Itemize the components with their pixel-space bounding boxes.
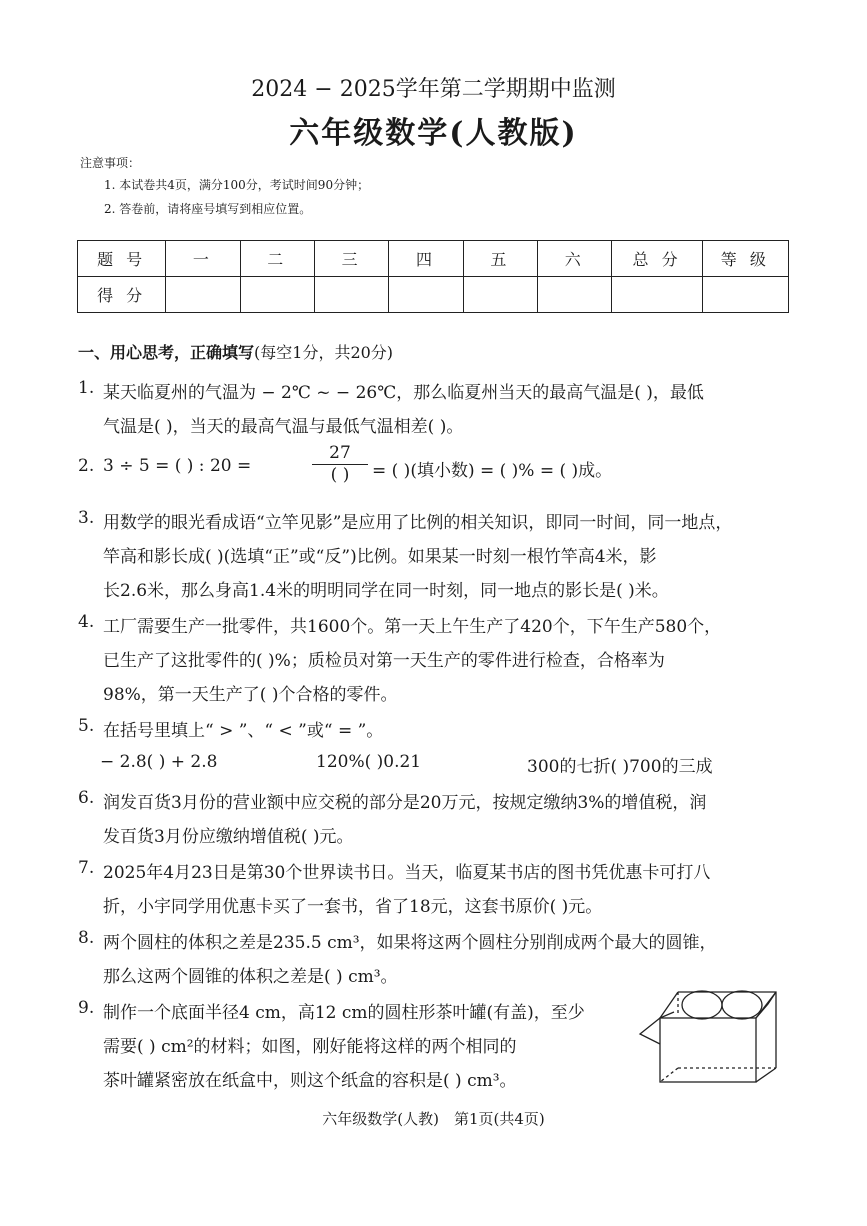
- question-5-compare-2: 120%( )0.21: [316, 752, 422, 772]
- question-3-line: 用数学的眼光看成语“立竿见影”是应用了比例的相关知识，即同一时间，同一地点，: [103, 513, 733, 533]
- score-cell-header: 六: [538, 241, 612, 277]
- question-7-line: 2025年4月23日是第30个世界读书日。当天，临夏某书店的图书凭优惠卡可打八: [103, 863, 711, 883]
- exam-term-title: 2024 − 2025学年第二学期期中监测: [251, 77, 616, 102]
- question-5-line: 在括号里填上“ > ”、“ < ”或“ = ”。: [103, 721, 384, 741]
- question-4-line: 已生产了这批零件的( )%；质检员对第一天生产的零件进行检查，合格率为: [103, 651, 665, 671]
- question-number: 2.: [78, 456, 95, 476]
- question-number: 3.: [78, 508, 95, 528]
- section-1-title: 一、用心思考，正确填写: [78, 343, 255, 362]
- section-1-subtitle: (每空1分，共20分): [254, 343, 394, 362]
- question-5-compare-3: 300的七折( )700的三成: [527, 757, 713, 777]
- question-5-compare-1: − 2.8( ) + 2.8: [100, 752, 218, 772]
- question-9-line: 需要( ) cm²的材料；如图，刚好能将这样的两个相同的: [103, 1037, 517, 1057]
- question-2-part-b: = ( )(填小数) = ( )% = ( )成。: [372, 461, 613, 481]
- score-cell-empty[interactable]: [314, 277, 388, 313]
- score-cell-empty[interactable]: [702, 277, 788, 313]
- score-row-label: 得 分: [78, 277, 166, 313]
- question-1-line: 某天临夏州的气温为 − 2℃ ~ − 26℃，那么临夏州当天的最高气温是( )，最低: [103, 383, 704, 403]
- score-cell-empty[interactable]: [240, 277, 314, 313]
- score-table-header-row: [78, 241, 789, 277]
- score-table-score-row: [78, 277, 789, 313]
- score-cell-header: 四: [389, 241, 463, 277]
- question-3-line: 竿高和影长成( )(选填“正”或“反”)比例。如果某一时刻一根竹竿高4米，影: [103, 547, 657, 567]
- score-cell-header: 等 级: [702, 241, 788, 277]
- question-8-line: 两个圆柱的体积之差是235.5 cm³，如果将这两个圆柱分别削成两个最大的圆锥，: [103, 933, 717, 953]
- score-cell-header: 五: [463, 241, 537, 277]
- score-table: [77, 240, 789, 313]
- question-2-fraction: [312, 443, 368, 485]
- box-with-cylinders-figure: [638, 984, 786, 1096]
- score-cell-empty[interactable]: [463, 277, 537, 313]
- score-cell-header: 二: [240, 241, 314, 277]
- notes-heading: 注意事项：: [80, 156, 141, 170]
- score-cell-empty[interactable]: [612, 277, 702, 313]
- score-cell-empty[interactable]: [389, 277, 463, 313]
- score-cell-header: 题 号: [78, 241, 166, 277]
- exam-subject-title: 六年级数学(人教版): [289, 116, 578, 151]
- question-number: 6.: [78, 788, 95, 808]
- score-cell-header: 三: [314, 241, 388, 277]
- question-2-part-a: 3 ÷ 5 = ( ) : 20 =: [103, 456, 252, 476]
- question-9-line: 茶叶罐紧密放在纸盒中，则这个纸盒的容积是( ) cm³。: [103, 1071, 517, 1091]
- question-9-line: 制作一个底面半径4 cm，高12 cm的圆柱形茶叶罐(有盖)，至少: [103, 1003, 585, 1023]
- score-cell-empty[interactable]: [538, 277, 612, 313]
- fraction-denominator: ( ): [312, 464, 368, 485]
- question-6-line: 润发百货3月份的营业额中应交税的部分是20万元，按规定缴纳3%的增值税，润: [103, 793, 707, 813]
- question-number: 8.: [78, 928, 95, 948]
- question-3-line: 长2.6米，那么身高1.4米的明明同学在同一时刻，同一地点的影长是( )米。: [103, 581, 669, 601]
- question-number: 7.: [78, 858, 95, 878]
- score-cell-header: 一: [166, 241, 240, 277]
- note-item: 2. 答卷前，请将座号填写到相应位置。: [104, 202, 312, 216]
- question-1-line: 气温是( )，当天的最高气温与最低气温相差( )。: [103, 417, 464, 437]
- question-8-line: 那么这两个圆锥的体积之差是( ) cm³。: [103, 967, 398, 987]
- question-number: 1.: [78, 378, 95, 398]
- score-cell-empty[interactable]: [166, 277, 240, 313]
- question-6-line: 发百货3月份应缴纳增值税( )元。: [103, 827, 354, 847]
- question-4-line: 98%，第一天生产了( )个合格的零件。: [103, 685, 398, 705]
- score-cell-header: 总 分: [612, 241, 702, 277]
- section-1-heading: [78, 340, 393, 363]
- question-number: 9.: [78, 998, 95, 1018]
- page-footer: 六年级数学(人教) 第1页(共4页): [322, 1110, 545, 1128]
- fraction-numerator: 27: [329, 443, 351, 463]
- question-number: 4.: [78, 612, 95, 632]
- question-number: 5.: [78, 716, 95, 736]
- question-4-line: 工厂需要生产一批零件，共1600个。第一天上午生产了420个，下午生产580个，: [103, 617, 722, 637]
- note-item: 1. 本试卷共4页，满分100分，考试时间90分钟；: [104, 178, 370, 192]
- question-7-line: 折，小宇同学用优惠卡买了一套书，省了18元，这套书原价( )元。: [103, 897, 603, 917]
